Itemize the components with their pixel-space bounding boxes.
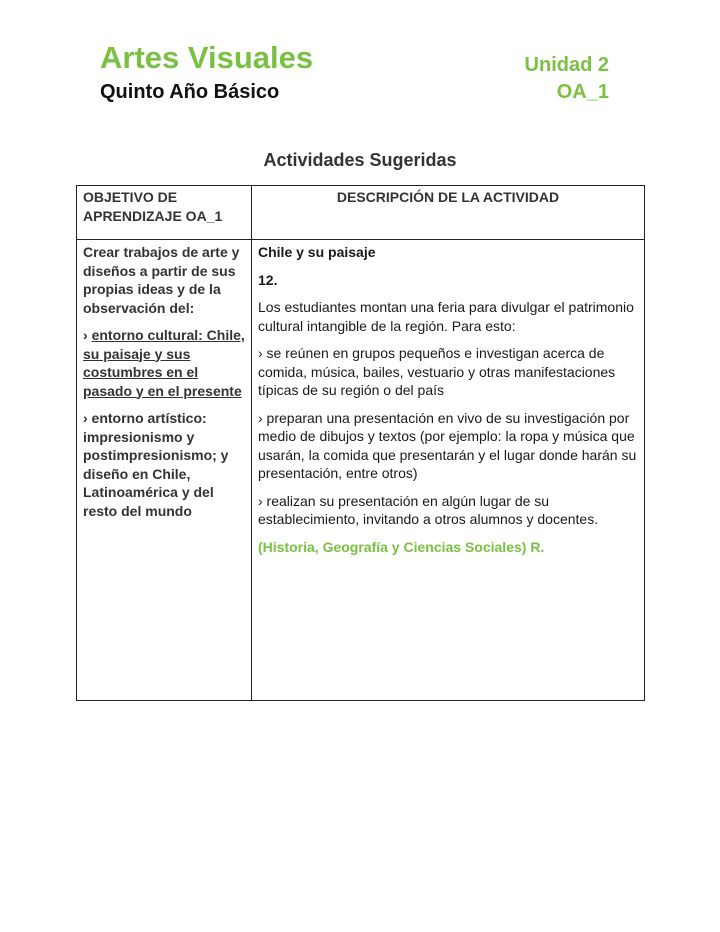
activity-number: 12.	[258, 271, 278, 288]
grade-level: Quinto Año Básico	[100, 81, 280, 103]
activity-description-cell	[252, 240, 645, 701]
activity-title: Chile y su paisaje	[258, 244, 376, 260]
activity-intro: Los estudiantes montan una feria para divulgar el patrimonio cultural intangible de la región. Para esto:	[258, 299, 634, 334]
activity-step: › realizan su presentación en algún lugar de su establecimiento, invitando a otros alumnos y docentes.	[258, 492, 599, 527]
objective-column-header: OBJETIVO DE APRENDIZAJE OA_1	[77, 186, 252, 240]
objective-bullet-artistic: › entorno artístico: impresionismo y postimpresionismo; y diseño en Chile, Latinoamérica y del resto del mundo	[83, 410, 229, 519]
table-body-row	[77, 240, 645, 701]
description-column-header: DESCRIPCIÓN DE LA ACTIVIDAD	[252, 186, 645, 240]
table-header-row	[77, 186, 645, 240]
objective-cell	[77, 240, 252, 701]
objective-intro: Crear trabajos de arte y diseños a partir de sus propias ideas y de la observación del:	[83, 244, 240, 316]
activity-step: › se reúnen en grupos pequeños e investigan acerca de comida, música, bailes, vestuario y otras manifestaciones típicas de su región o del país	[258, 345, 616, 398]
cross-reference: (Historia, Geografía y Ciencias Sociales) R.	[258, 538, 545, 555]
activity-step: › preparan una presentación en vivo de su investigación por medio de dibujos y textos (por ejemplo: la ropa y música que usarán, la comida que presentarán y el lugar donde harán su presentación, entre otros)	[258, 409, 637, 481]
objective-bullet-cultural	[83, 326, 245, 400]
activity-table	[76, 185, 645, 701]
subject-title: Artes Visuales	[100, 40, 314, 75]
unit-label: Unidad 2	[524, 54, 609, 76]
section-title: Actividades Sugeridas	[263, 150, 457, 170]
bullet-marker: ›	[83, 327, 92, 343]
oa-code: OA_1	[556, 81, 609, 103]
cultural-environment-text: entorno cultural: Chile, su paisaje y sus costumbres en el pasado y en el presente	[83, 327, 245, 399]
